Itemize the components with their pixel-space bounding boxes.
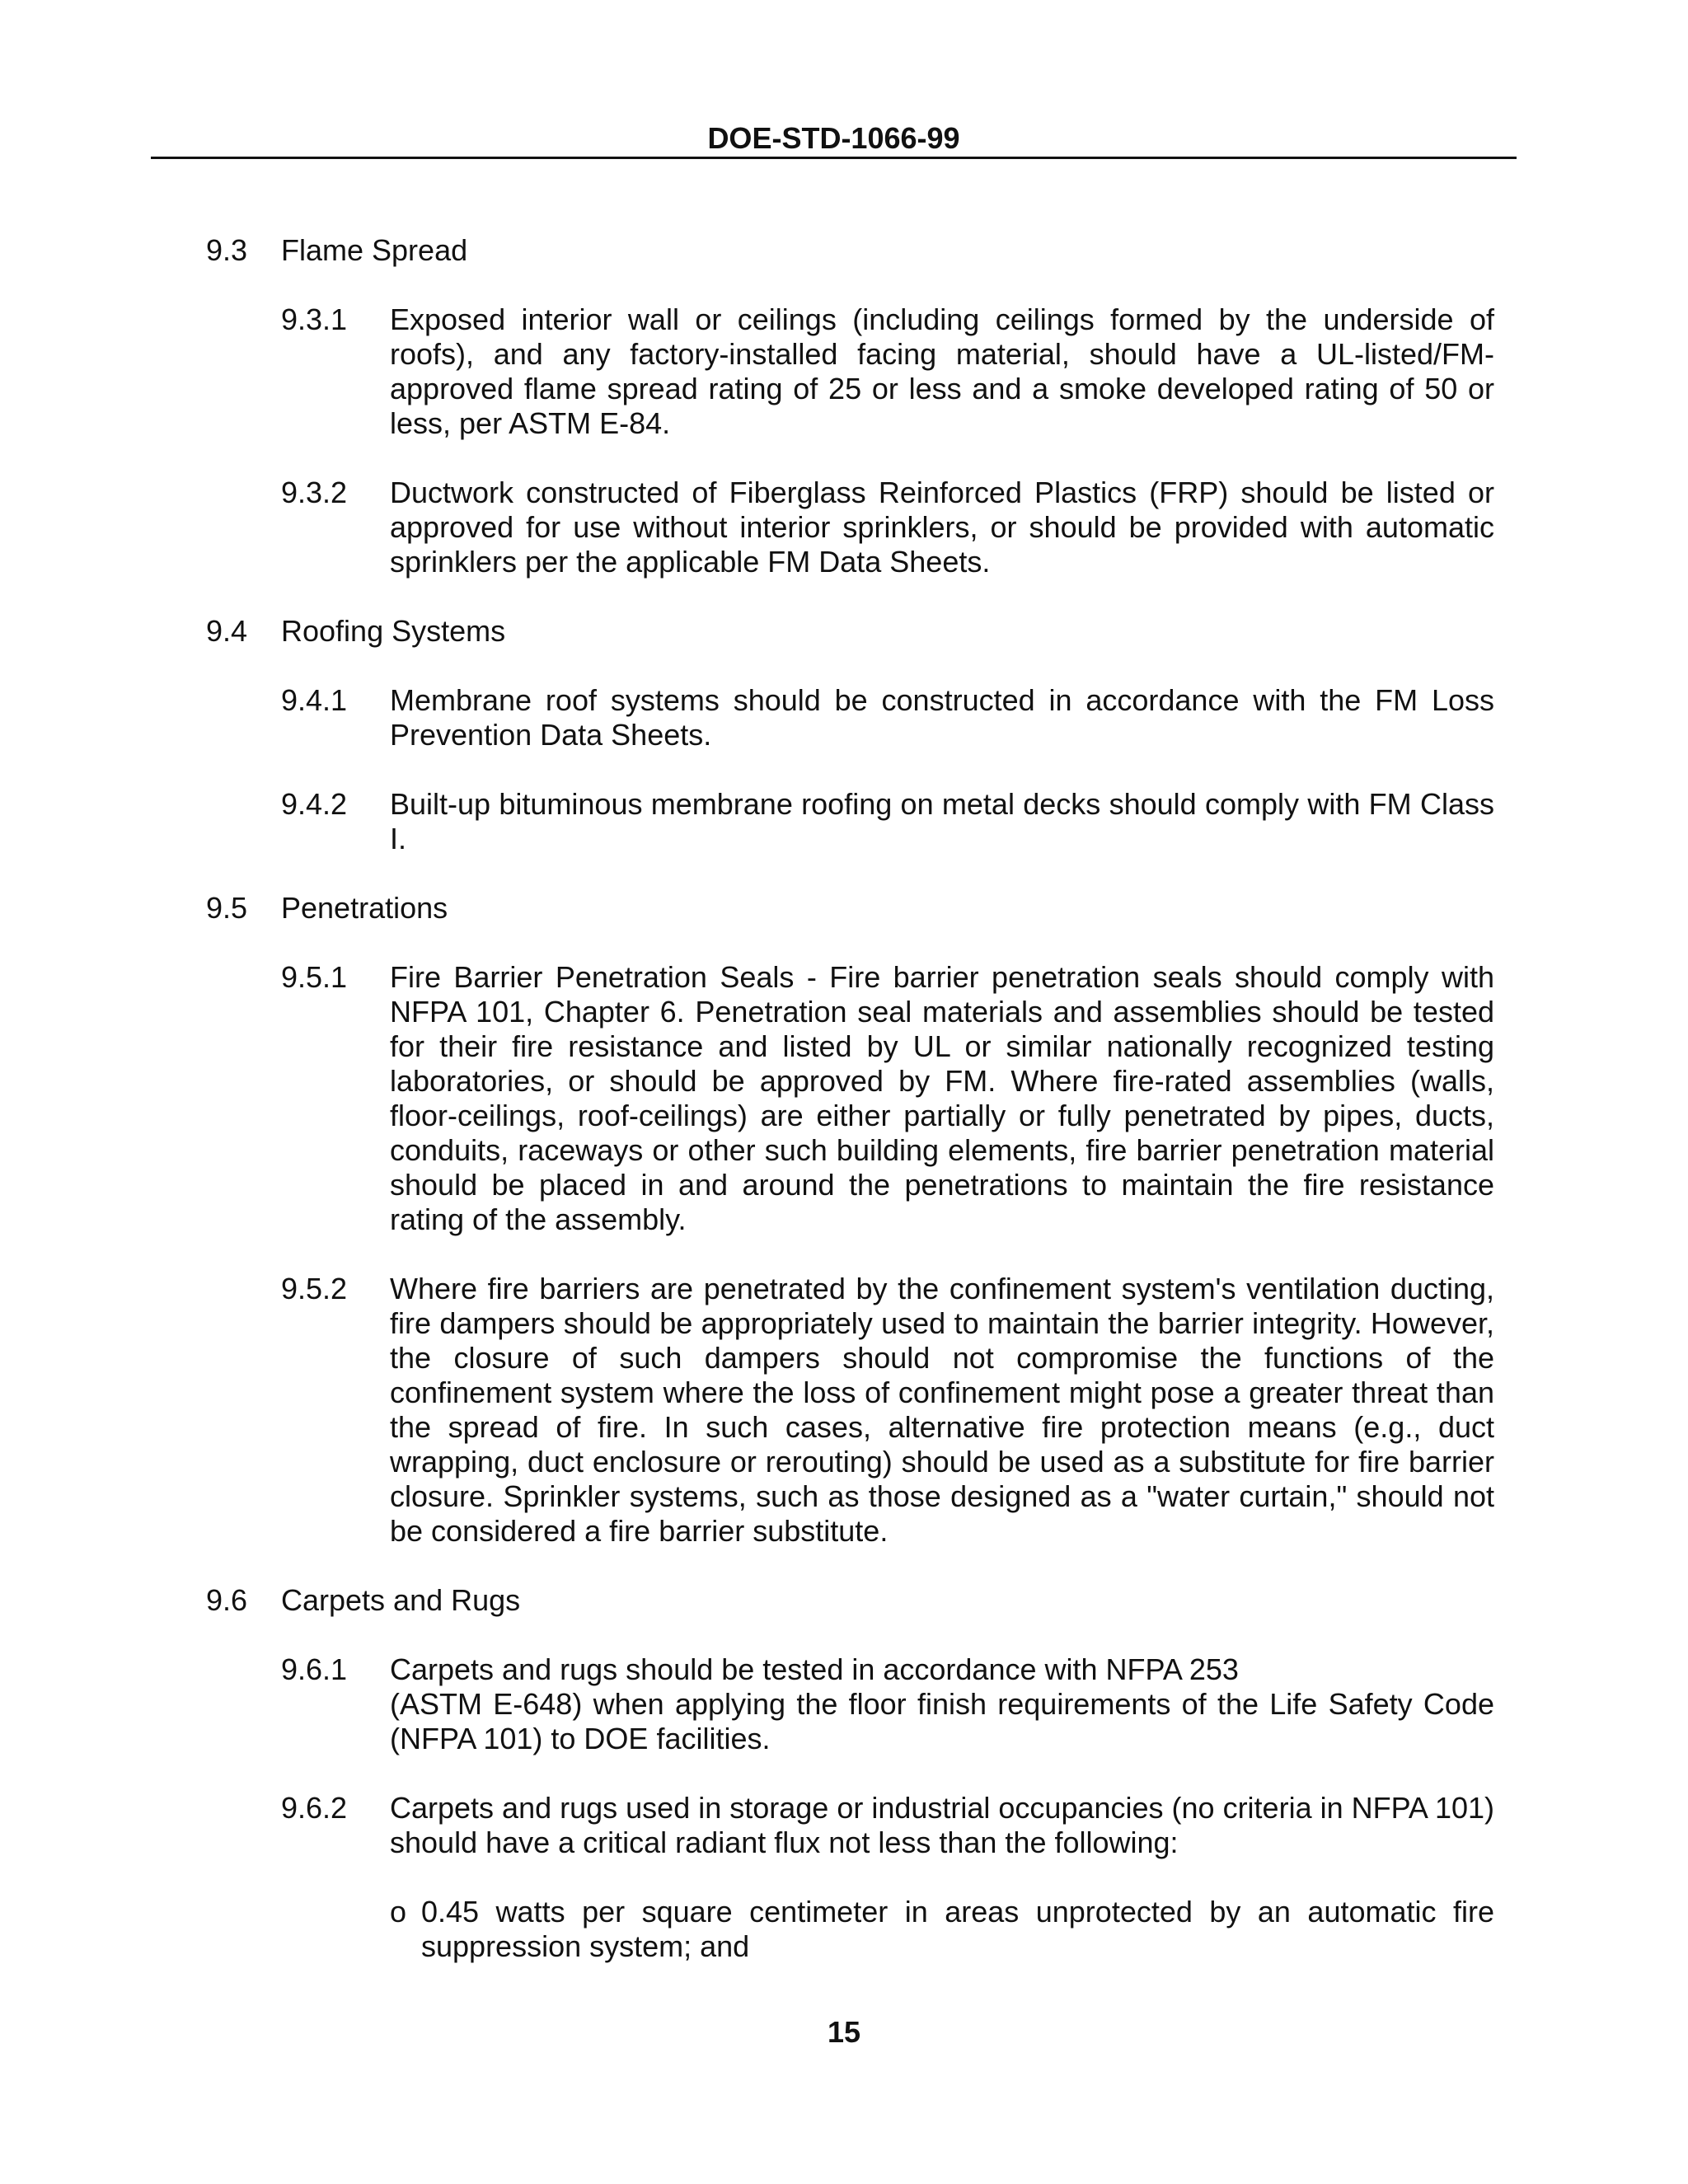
section-title: Carpets and Rugs — [281, 1583, 521, 1617]
subsection-number: 9.5.1 — [281, 960, 348, 994]
subsection-number: 9.5.2 — [281, 1272, 348, 1305]
subsection-9-3-1 — [0, 302, 1688, 441]
subsection-number: 9.4.2 — [281, 787, 348, 821]
subsection-text: Exposed interior wall or ceilings (including ceilings formed by the underside of roofs), and any factory-installed facing material, should have a UL-listed/FM-approved flame spread rating of 25 or less and a smoke developed rating of 50 or less, per ASTM E-84. — [390, 302, 1494, 440]
section-heading-9-6 — [0, 1583, 1688, 1618]
section-heading-9-3 — [0, 233, 1688, 268]
subsection-number: 9.3.2 — [281, 476, 348, 509]
section-heading-9-4 — [0, 614, 1688, 649]
section-heading-9-5 — [0, 891, 1688, 926]
subsection-number: 9.3.1 — [281, 302, 348, 336]
text-line: Carpets and rugs should be tested in accordance with NFPA 253 — [390, 1652, 1239, 1686]
section-number: 9.4 — [206, 614, 248, 648]
subsection-9-5-1 — [0, 960, 1688, 1237]
section-number: 9.5 — [206, 891, 248, 925]
text-line: (ASTM E-648) when applying the floor finish requirements of the Life Safety Code (NFPA 101) to DOE facilities. — [390, 1687, 1494, 1755]
subsection-9-3-2 — [0, 476, 1688, 579]
page-body — [0, 233, 1688, 1999]
subsection-number: 9.4.1 — [281, 683, 348, 717]
subsection-number: 9.6.1 — [281, 1652, 348, 1686]
subsection-9-4-2 — [0, 787, 1688, 856]
subsection-text: Ductwork constructed of Fiberglass Reinforced Plastics (FRP) should be listed or approved for use without interior sprinklers, or should be provided with automatic sprinklers per the applicable FM Data Sheets. — [390, 476, 1494, 579]
subsection-text: Where fire barriers are penetrated by the confinement system's ventilation ducting, fire dampers should be appropriately used to maintain the barrier integrity. However, the closure of such dampers should not compromise the functions of the confinement system where the loss of confinement might pose a greater threat than the spread of fire. In such cases, alternative fire protection means (e.g., duct wrapping, duct enclosure or rerouting) should be used as a substitute for fire barrier closure. Sprinkler systems, such as those designed as a "water curtain," should not be considered a fire barrier substitute. — [390, 1272, 1494, 1548]
section-number: 9.6 — [206, 1583, 248, 1617]
subsection-9-5-2 — [0, 1272, 1688, 1549]
page-number: 15 — [827, 2015, 861, 2049]
section-title: Penetrations — [281, 891, 448, 925]
subsection-text — [390, 1652, 1494, 1756]
bullet-mark: o — [390, 1895, 407, 1929]
bullet-text: 0.45 watts per square centimeter in areas unprotected by an automatic fire suppression system; and — [421, 1895, 1494, 1963]
section-number: 9.3 — [206, 233, 248, 267]
subsection-text: Carpets and rugs used in storage or industrial occupancies (no criteria in NFPA 101) should have a critical radiant flux not less than the following: — [390, 1791, 1495, 1859]
subsection-number: 9.6.2 — [281, 1791, 348, 1825]
subsection-text: Membrane roof systems should be constructed in accordance with the FM Loss Prevention Data Sheets. — [390, 683, 1494, 752]
document-header: DOE-STD-1066-99 — [707, 121, 960, 155]
header-rule — [151, 157, 1517, 159]
section-title: Roofing Systems — [281, 614, 506, 648]
section-title: Flame Spread — [281, 233, 468, 267]
subsection-text: Fire Barrier Penetration Seals - Fire barrier penetration seals should comply with NFPA 101, Chapter 6. Penetration seal materials and assemblies should be tested for their fire resistance and listed by UL or similar nationally recognized testing laboratories, or should be approved by FM. Where fire-rated assemblies (walls, floor-ceilings, roof-ceilings) are either partially or fully penetrated by pipes, ducts, conduits, raceways or other such building elements, fire barrier penetration material should be placed in and around the penetrations to maintain the fire resistance rating of the assembly. — [390, 960, 1494, 1236]
subsection-9-4-1 — [0, 683, 1688, 752]
subsection-9-6-2 — [0, 1791, 1688, 1860]
subsection-text: Built-up bituminous membrane roofing on metal decks should comply with FM Class I. — [390, 787, 1494, 855]
subsection-9-6-1 — [0, 1652, 1688, 1756]
bullet-item — [0, 1895, 1688, 1964]
